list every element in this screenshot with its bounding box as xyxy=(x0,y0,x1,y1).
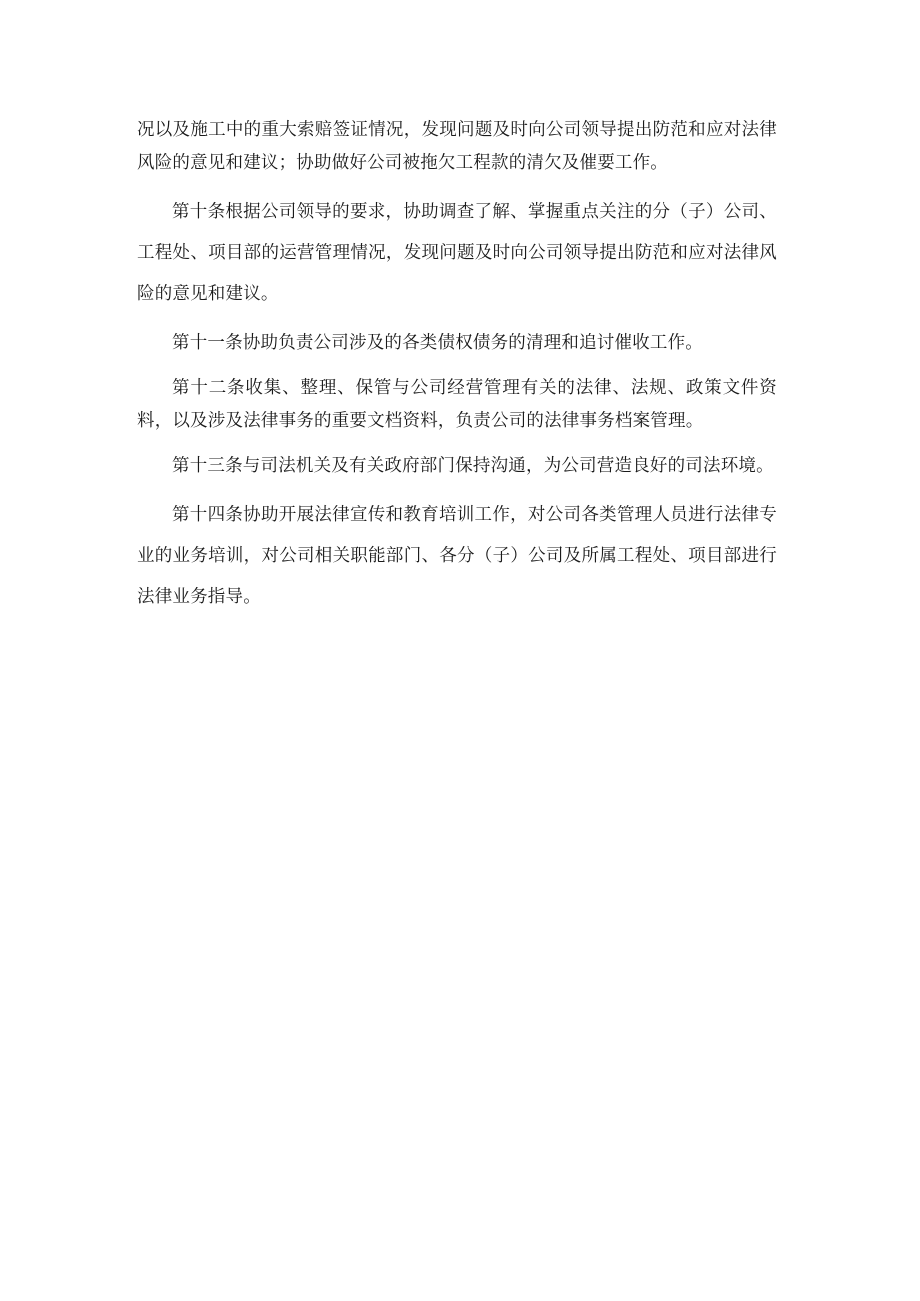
paragraph-article-10: 第十条根据公司领导的要求，协助调查了解、掌握重点关注的分（子）公司、工程处、项目部的运营管理情况，发现问题及时向公司领导提出防范和应对法律风险的意见和建议。 xyxy=(137,202,777,304)
paragraph-article-12: 第十二条收集、整理、保管与公司经营管理有关的法律、法规、政策文件资料，以及涉及法律事务的重要文档资料，负责公司的法律事务档案管理。 xyxy=(137,378,777,431)
paragraph-article-14: 第十四条协助开展法律宣传和教育培训工作，对公司各类管理人员进行法律专业的业务培训，对公司相关职能部门、各分（子）公司及所属工程处、项目部进行法律业务指导。 xyxy=(137,505,777,607)
paragraph-article-13: 第十三条与司法机关及有关政府部门保持沟通，为公司营造良好的司法环境。 xyxy=(172,456,774,476)
paragraph-continuation: 况以及施工中的重大索赔签证情况，发现问题及时向公司领导提出防范和应对法律风险的意见和建议；协助做好公司被拖欠工程款的清欠及催要工作。 xyxy=(137,120,777,173)
paragraph-article-11: 第十一条协助负责公司涉及的各类债权债务的清理和追讨催收工作。 xyxy=(172,333,703,353)
document-body xyxy=(137,114,777,618)
